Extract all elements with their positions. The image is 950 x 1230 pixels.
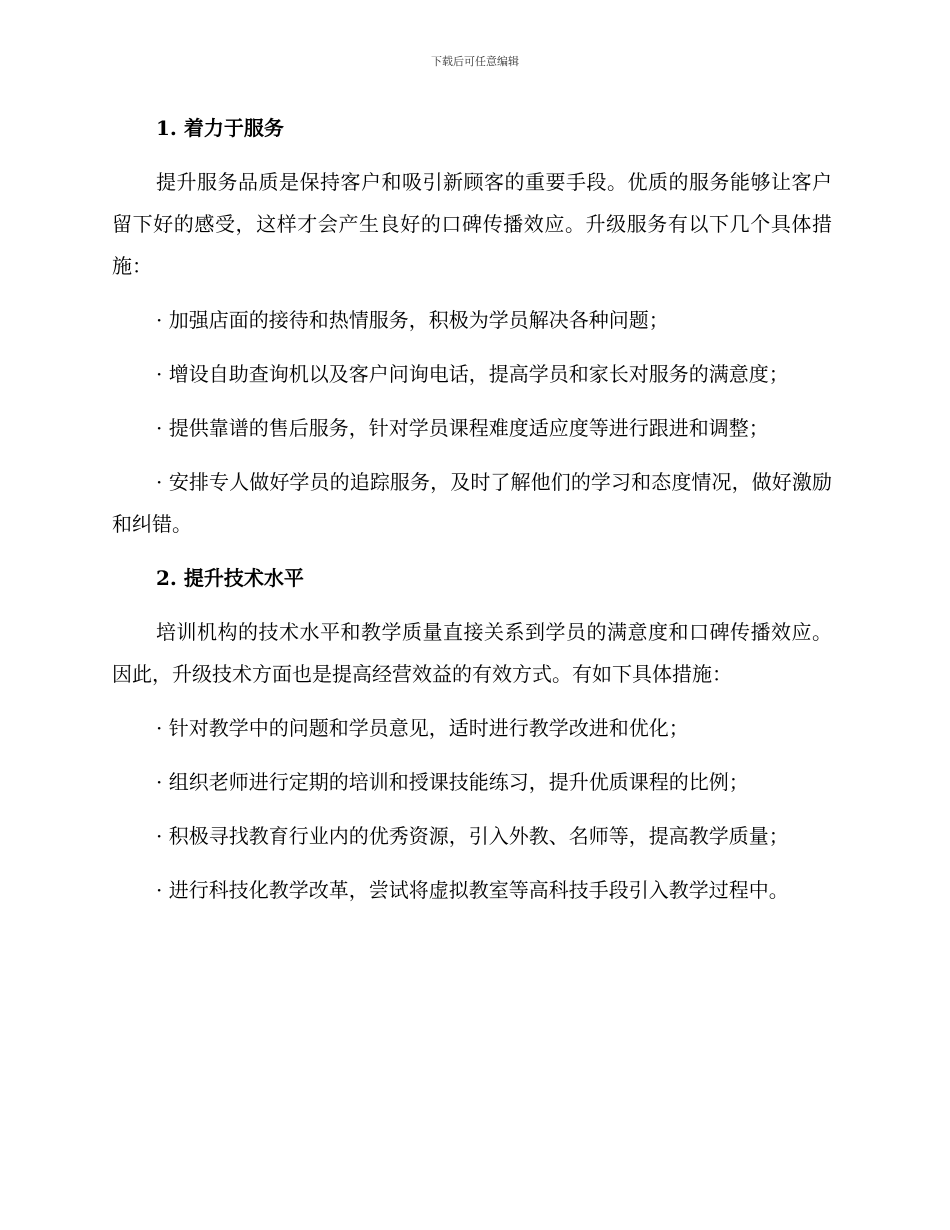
- bullet-symbol: ·: [156, 470, 163, 494]
- bullet-text: 进行科技化教学改革，尝试将虚拟教室等高科技手段引入教学过程中。: [168, 878, 789, 902]
- bullet-symbol: ·: [156, 878, 163, 902]
- bullet-symbol: ·: [156, 716, 163, 740]
- bullet-item: [112, 299, 832, 341]
- bullet-symbol: ·: [156, 770, 163, 794]
- page-header: 下载后可任意编辑: [431, 55, 519, 68]
- bullet-item: [112, 761, 832, 803]
- bullet-item: [112, 407, 832, 449]
- bullet-text: 组织老师进行定期的培训和授课技能练习，提升优质课程的比例；: [168, 770, 749, 794]
- bullet-text: 针对教学中的问题和学员意见，适时进行教学改进和优化；: [168, 716, 689, 740]
- bullet-symbol: ·: [156, 824, 163, 848]
- bullet-symbol: ·: [156, 416, 163, 440]
- document-body: [112, 107, 832, 923]
- bullet-item: [112, 707, 832, 749]
- section-heading-service: 1. 着力于服务: [156, 116, 284, 140]
- section-heading-technology: 2. 提升技术水平: [156, 566, 304, 590]
- bullet-text: 增设自助查询机以及客户问询电话，提高学员和家长对服务的满意度；: [168, 362, 789, 386]
- bullet-item: [112, 353, 832, 395]
- bullet-item: [112, 461, 832, 545]
- bullet-item: [112, 869, 832, 911]
- bullet-text: 积极寻找教育行业内的优秀资源，引入外教、名师等，提高教学质量；: [168, 824, 789, 848]
- bullet-symbol: ·: [156, 308, 163, 332]
- bullet-text: 安排专人做好学员的追踪服务，及时了解他们的学习和态度情况，做好激励和纠错。: [112, 470, 833, 536]
- bullet-symbol: ·: [156, 362, 163, 386]
- section-intro-service: 提升服务品质是保持客户和吸引新顾客的重要手段。优质的服务能够让客户留下好的感受，这样才会产生良好的口碑传播效应。升级服务有以下几个具体措施：: [112, 170, 832, 278]
- bullet-item: [112, 815, 832, 857]
- section-intro-technology: 培训机构的技术水平和教学质量直接关系到学员的满意度和口碑传播效应。因此，升级技术方面也是提高经营效益的有效方式。有如下具体措施：: [112, 620, 832, 686]
- bullet-text: 提供靠谱的售后服务，针对学员课程难度适应度等进行跟进和调整；: [168, 416, 769, 440]
- bullet-text: 加强店面的接待和热情服务，积极为学员解决各种问题；: [168, 308, 669, 332]
